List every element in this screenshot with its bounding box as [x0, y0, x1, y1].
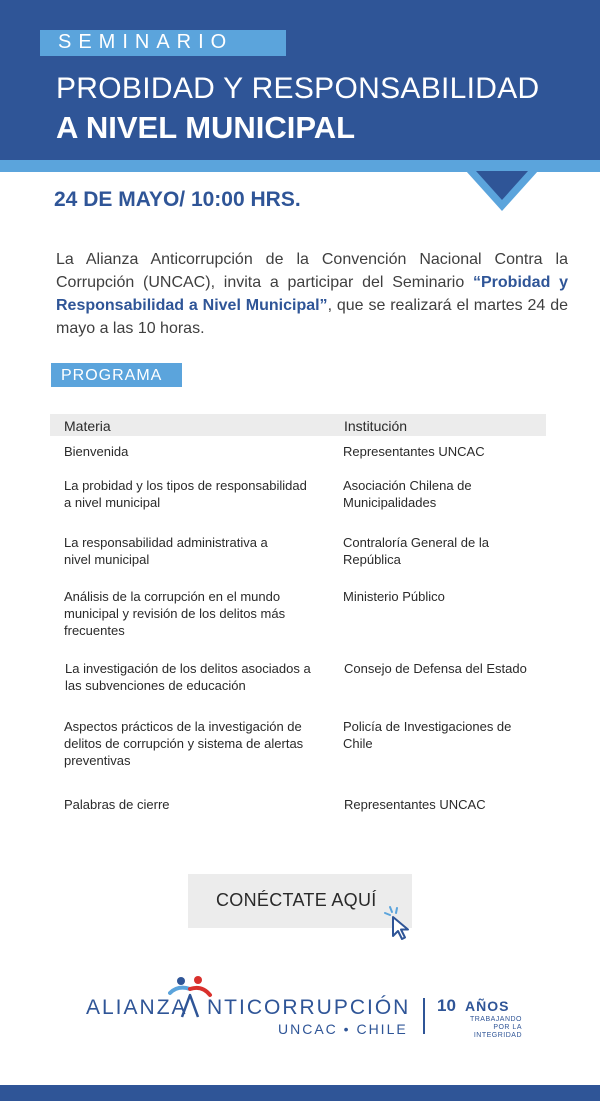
row-4-materia: Análisis de la corrupción en el mundo municipal y revisión de los delitos más frecuentes: [64, 589, 286, 638]
table-header: [50, 414, 546, 436]
row-2-materia: La probidad y los tipos de responsabilidad a nivel municipal: [64, 478, 307, 510]
anniversary-word: AÑOS: [465, 998, 510, 1014]
logo-word-anticorrupcion: NTICORRUPCIÓN: [207, 996, 411, 1019]
row-4-institucion: Ministerio Público: [343, 589, 445, 604]
title-line-2: A NIVEL MUNICIPAL: [56, 110, 356, 145]
logo-word-alianza: ALIANZA: [86, 996, 188, 1019]
row-7-materia: Palabras de cierre: [64, 797, 170, 812]
row-5-materia: La investigación de los delitos asociados a las subvenciones de educación: [65, 661, 311, 693]
row-2-institucion: Asociación Chilena de Municipalidades: [343, 478, 472, 510]
row-3-institucion: Contraloría General de la República: [343, 535, 489, 567]
column-header-institucion: Institución: [344, 418, 408, 434]
connect-button-label: CONÉCTATE AQUÍ: [216, 890, 377, 910]
logo-divider: [423, 998, 425, 1034]
anniversary-tagline: TRABAJANDO POR LA INTEGRIDAD: [469, 1016, 522, 1039]
row-1-materia: Bienvenida: [64, 444, 129, 459]
seminario-tag: SEMINARIO: [58, 31, 234, 53]
row-5-institucion: Consejo de Defensa del Estado: [344, 661, 527, 676]
row-3-materia: La responsabilidad administrativa a nivel municipal: [64, 535, 268, 567]
footer-bar: [0, 1085, 600, 1101]
logo-subtitle: UNCAC • CHILE: [278, 1021, 408, 1037]
header-arrow-inner: [476, 171, 528, 200]
column-header-materia: Materia: [64, 418, 111, 434]
intro-text-1: La Alianza Anticorrupción de la Convención Nacional Contra la Corrupción (UNCAC), invita a participar del Seminario: [56, 251, 568, 291]
row-6-institucion: Policía de Investigaciones de Chile: [343, 719, 512, 751]
event-date: 24 DE MAYO/ 10:00 HRS.: [54, 188, 301, 211]
row-1-institucion: Representantes UNCAC: [343, 444, 485, 459]
programa-tag: PROGRAMA: [61, 367, 163, 384]
intro-paragraph: [56, 248, 568, 340]
anniversary-number: 10: [437, 996, 456, 1015]
row-6-materia: Aspectos prácticos de la investigación de delitos de corrupción y sistema de alertas preventivas: [64, 719, 304, 768]
intro-text-2: , que se realizará el martes 24 de mayo a las 10 horas.: [56, 297, 568, 337]
row-7-institucion: Representantes UNCAC: [344, 797, 486, 812]
intro-seminar-name: “Probidad y Responsabilidad a Nivel Municipal”: [56, 274, 568, 314]
title-line-1: PROBIDAD Y RESPONSABILIDAD: [56, 72, 540, 105]
pointer-click-icon: [383, 905, 415, 943]
